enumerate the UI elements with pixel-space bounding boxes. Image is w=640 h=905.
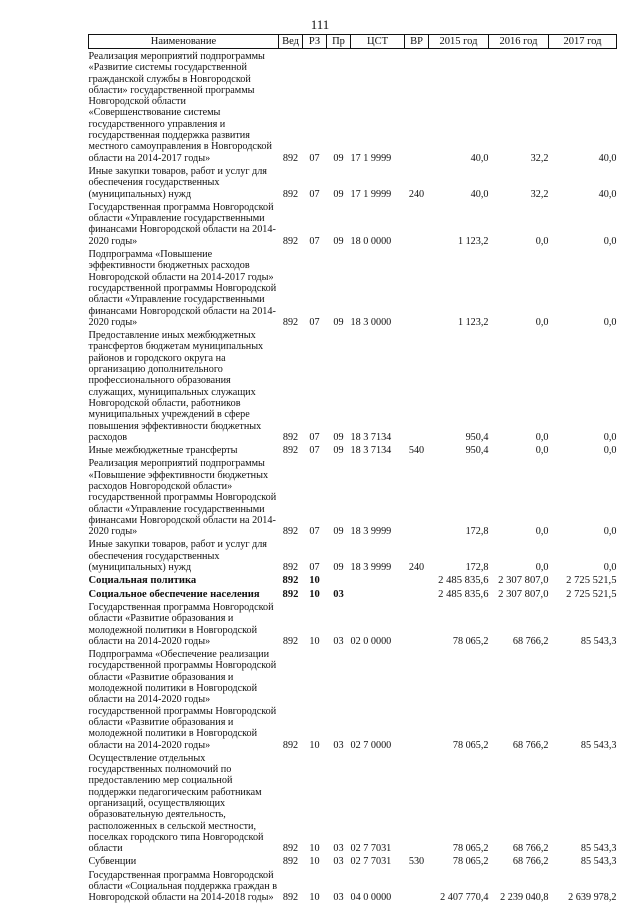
row-ved: 892 (282, 843, 299, 855)
row-2017: 0,0 (603, 562, 617, 574)
table-row (89, 164, 617, 200)
row-cst: 18 3 7134 (350, 431, 392, 443)
table-row (89, 200, 617, 247)
row-2016: 68 766,2 (512, 635, 549, 647)
row-2015: 40,0 (470, 188, 489, 200)
row-ved: 892 (282, 316, 299, 328)
row-2015: 2 485 835,6 (438, 575, 489, 587)
row-ved: 892 (282, 152, 299, 164)
row-name: Государственная программа Новгородской области «Управление государственными финансами Новгородской области на 2014-2020 годы» (88, 201, 276, 247)
row-cst: 02 7 0000 (350, 739, 392, 751)
row-2015: 78 065,2 (452, 739, 489, 751)
row-rz: 07 (309, 152, 320, 164)
row-ved: 892 (282, 575, 299, 587)
row-vr (405, 600, 429, 647)
row-rz: 07 (309, 431, 320, 443)
row-ved: 892 (282, 445, 299, 457)
table-row (89, 573, 617, 586)
budget-table (88, 34, 617, 904)
row-cst: 18 3 9999 (350, 526, 392, 538)
row-2015: 1 123,2 (457, 316, 489, 328)
row-name: Иные закупки товаров, работ и услуг для обеспечения государственных (муниципальных) нужд (88, 165, 267, 200)
row-ved: 892 (282, 526, 299, 538)
row-name: Подпрограмма «Повышение эффективности бюджетных расходов Новгородской области на 2014-2017 годы» государственной программы Новгородской области «Управление государственными финансами Новгородской области на 2014-2020 годы» (88, 249, 277, 328)
row-2015: 40,0 (470, 152, 489, 164)
row-2016: 32,2 (530, 188, 549, 200)
row-name: Реализация мероприятий подпрограммы «Повышение эффективности бюджетных расходов Новгородской области» государственной программы Новгородской области «Управление государственными финансами Новгородской области на 2014-2020 годы» (88, 458, 277, 538)
row-2017: 0,0 (603, 445, 617, 457)
row-ved: 892 (282, 739, 299, 751)
row-2017: 0,0 (603, 316, 617, 328)
table-row (89, 868, 617, 904)
row-pr: 03 (333, 739, 344, 751)
row-2016: 2 307 807,0 (498, 588, 549, 600)
row-vr (405, 751, 429, 855)
header-2015: 2015 год (429, 35, 489, 49)
row-vr: 530 (408, 856, 425, 868)
row-vr: 540 (408, 445, 425, 457)
row-rz: 10 (309, 588, 320, 600)
row-2017: 2 639 978,2 (568, 892, 617, 904)
row-ved: 892 (282, 856, 299, 868)
row-2016: 0,0 (535, 235, 549, 247)
row-cst: 18 3 9999 (350, 562, 392, 574)
row-2016: 0,0 (535, 526, 549, 538)
row-cst: 02 7 7031 (350, 843, 392, 855)
row-name: Социальное обеспечение населения (88, 588, 260, 600)
table-row (89, 247, 617, 328)
row-rz: 07 (309, 526, 320, 538)
row-2017: 0,0 (603, 431, 617, 443)
row-vr (405, 328, 429, 443)
row-2015: 2 485 835,6 (438, 588, 489, 600)
row-pr: 09 (333, 445, 344, 457)
row-2015: 172,8 (465, 562, 489, 574)
table-row (89, 49, 617, 164)
header-2017: 2017 год (549, 35, 617, 49)
row-rz: 07 (309, 316, 320, 328)
row-2016: 2 239 040,8 (500, 892, 549, 904)
table-header-row (89, 35, 617, 49)
row-cst: 02 0 0000 (350, 635, 392, 647)
row-vr (405, 247, 429, 328)
row-2017: 2 725 521,5 (566, 575, 617, 587)
row-rz: 07 (309, 445, 320, 457)
row-2015: 950,4 (465, 431, 489, 443)
row-rz: 07 (309, 188, 320, 200)
row-2016: 68 766,2 (512, 856, 549, 868)
row-name: Иные межбюджетные трансферты (88, 445, 238, 457)
row-rz: 07 (309, 235, 320, 247)
row-cst: 17 1 9999 (350, 188, 392, 200)
row-name: Государственная программа Новгородской области «Развитие образования и молодежной политики в Новгородской области на 2014-2020 годы» (88, 601, 274, 647)
row-pr (327, 573, 351, 586)
row-2015: 2 407 770,4 (440, 892, 489, 904)
header-name: Наименование (89, 35, 279, 49)
row-pr: 09 (333, 152, 344, 164)
row-ved: 892 (282, 562, 299, 574)
row-pr: 03 (333, 892, 344, 904)
row-pr: 09 (333, 316, 344, 328)
row-cst: 18 3 0000 (350, 316, 392, 328)
row-name: Социальная политика (88, 575, 197, 587)
row-vr (405, 647, 429, 751)
row-2017: 0,0 (603, 235, 617, 247)
row-ved: 892 (282, 235, 299, 247)
row-vr (405, 456, 429, 537)
row-vr (405, 868, 429, 904)
row-2015: 950,4 (465, 445, 489, 457)
header-rz: РЗ (303, 35, 327, 49)
row-2015: 78 065,2 (452, 856, 489, 868)
row-rz: 10 (309, 635, 320, 647)
row-pr: 09 (333, 235, 344, 247)
row-2017: 40,0 (598, 188, 617, 200)
row-ved: 892 (282, 431, 299, 443)
row-pr: 09 (333, 431, 344, 443)
table-row (89, 647, 617, 751)
row-rz: 07 (309, 562, 320, 574)
row-pr: 09 (333, 526, 344, 538)
header-pr: Пр (327, 35, 351, 49)
row-rz: 10 (309, 856, 320, 868)
header-vr: ВР (405, 35, 429, 49)
row-2016: 0,0 (535, 562, 549, 574)
row-2017: 85 543,3 (580, 635, 617, 647)
header-ved: Вед (279, 35, 303, 49)
row-name: Осуществление отдельных государственных полномочий по предоставлению мер социальной поддержки педагогическим работникам организаций, осуществляющих образовательную деятельность, расположенных в сельской местности, поселках городского типа Новгородской области (88, 752, 264, 855)
row-cst: 18 3 7134 (350, 445, 392, 457)
row-cst (351, 573, 405, 586)
row-2017: 0,0 (603, 526, 617, 538)
row-2017: 85 543,3 (580, 739, 617, 751)
row-2015: 1 123,2 (457, 235, 489, 247)
row-ved: 892 (282, 635, 299, 647)
row-pr: 09 (333, 562, 344, 574)
row-cst: 02 7 7031 (350, 856, 392, 868)
table-row (89, 854, 617, 867)
row-vr: 240 (408, 188, 425, 200)
row-vr (405, 49, 429, 164)
table-row (89, 537, 617, 573)
row-pr: 09 (333, 188, 344, 200)
row-2016: 32,2 (530, 152, 549, 164)
table-row (89, 328, 617, 443)
row-rz: 10 (309, 739, 320, 751)
row-ved: 892 (282, 588, 299, 600)
row-cst: 18 0 0000 (350, 235, 392, 247)
row-2017: 85 543,3 (580, 843, 617, 855)
row-2017: 85 543,3 (580, 856, 617, 868)
header-2016: 2016 год (489, 35, 549, 49)
row-rz: 10 (309, 575, 320, 587)
row-2016: 68 766,2 (512, 843, 549, 855)
row-vr (405, 200, 429, 247)
row-name: Субвенции (88, 856, 137, 868)
row-name: Реализация мероприятий подпрограммы «Развитие системы государственной гражданской службы в Новгородской области» государственной программы Новгородской области «Совершенствование системы государственного управления и государственная поддержка развития местного самоуправления в Новгородской области на 2014-2017 годы» (88, 51, 272, 164)
row-pr: 03 (333, 856, 344, 868)
row-pr: 03 (333, 588, 344, 600)
row-2016: 0,0 (535, 316, 549, 328)
table-row (89, 443, 617, 456)
row-vr (405, 573, 429, 586)
row-2016: 68 766,2 (512, 739, 549, 751)
row-2016: 0,0 (535, 445, 549, 457)
table-row (89, 587, 617, 600)
row-vr (405, 587, 429, 600)
row-name: Государственная программа Новгородской области «Социальная поддержка граждан в Новгородской области на 2014-2018 годы» (88, 869, 278, 904)
row-rz: 10 (309, 892, 320, 904)
row-2015: 78 065,2 (452, 635, 489, 647)
row-cst: 04 0 0000 (350, 892, 392, 904)
row-2016: 0,0 (535, 431, 549, 443)
table-row (89, 456, 617, 537)
row-rz: 10 (309, 843, 320, 855)
row-cst (351, 587, 405, 600)
row-2017: 2 725 521,5 (566, 588, 617, 600)
row-pr: 03 (333, 635, 344, 647)
table-row (89, 600, 617, 647)
header-cst: ЦСТ (351, 35, 405, 49)
row-ved: 892 (282, 892, 299, 904)
row-pr: 03 (333, 843, 344, 855)
table-row (89, 751, 617, 855)
row-name: Иные закупки товаров, работ и услуг для обеспечения государственных (муниципальных) нужд (88, 539, 267, 574)
row-cst: 17 1 9999 (350, 152, 392, 164)
row-vr: 240 (408, 562, 425, 574)
row-2016: 2 307 807,0 (498, 575, 549, 587)
row-name: Подпрограмма «Обеспечение реализации государственной программы Новгородской области «Развитие образования и молодежной политики в Новгородской области на 2014-2020 годы» государственной программы Новгородской области «Развитие образования и молодежной политики в Новгородской области на 2014-2020 годы» (88, 649, 277, 751)
row-ved: 892 (282, 188, 299, 200)
row-2015: 78 065,2 (452, 843, 489, 855)
row-2015: 172,8 (465, 526, 489, 538)
row-name: Предоставление иных межбюджетных трансфертов бюджетам муниципальных районов и городского округа на организацию дополнительного профессионального образования служащих, муниципальных служащих Новгородской области, работников муниципальных учреждений в сфере повышения эффективности бюджетных расходов (88, 330, 264, 443)
row-2017: 40,0 (598, 152, 617, 164)
page-number: 111 (310, 17, 330, 32)
